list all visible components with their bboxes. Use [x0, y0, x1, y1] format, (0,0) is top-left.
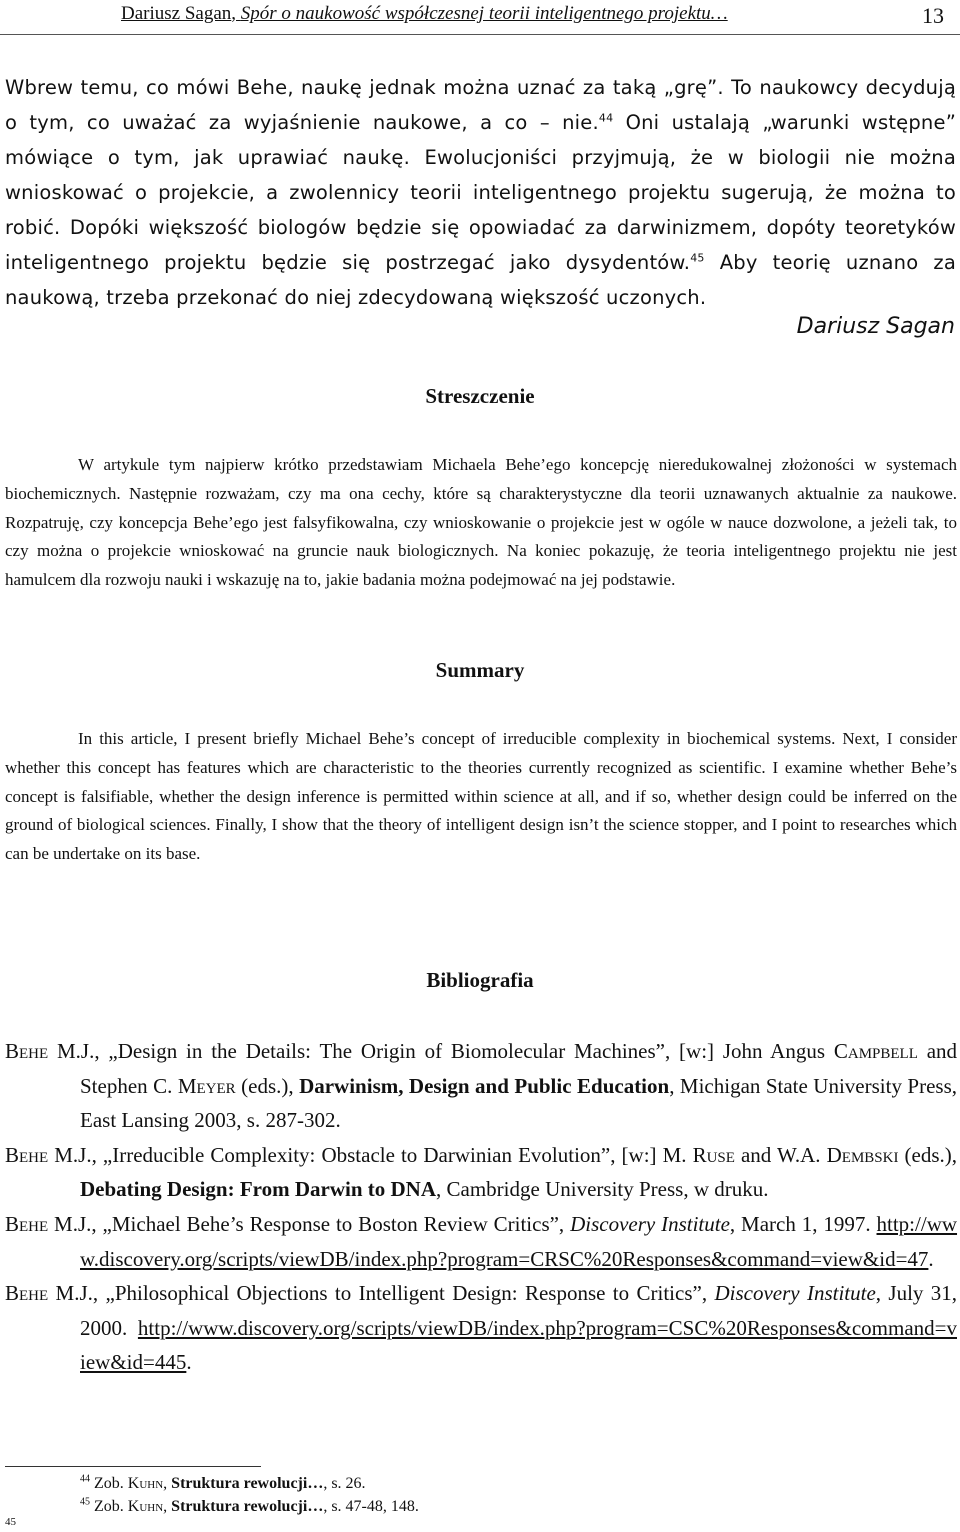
- bib-source: Discovery Institute: [714, 1281, 876, 1306]
- page-number: 13: [922, 3, 944, 28]
- bibliography-entry: Behe M.J., „Design in the Details: The Origin of Biomolecular Machines”, [w:] John Angus Campbell and Stephen C. Meyer (eds.), Darwinism, Design and Public Education, Michigan State University Press, East Lansing 2003, s. 287-302.: [5, 1039, 958, 1133]
- bibliography-heading: Bibliografia: [426, 968, 534, 992]
- summary-en-heading: Summary: [435, 658, 525, 682]
- running-header-title: Dariusz Sagan, Spór o naukowość współczesnej teorii inteligentnego projektu…: [121, 3, 728, 24]
- bib-text: .: [186, 1350, 192, 1375]
- bib-editor: Dembski: [826, 1142, 899, 1167]
- footnote-text: Zob.: [94, 1498, 128, 1515]
- bib-editor: Ruse: [692, 1142, 735, 1167]
- footnotes: [80, 1472, 419, 1518]
- bib-author: Behe M.J.: [5, 1281, 93, 1306]
- bib-text: and Stephen C.: [80, 1039, 958, 1098]
- footnote-work: Struktura rewolucji…: [171, 1498, 324, 1515]
- header-author: Dariusz Sagan: [121, 3, 232, 24]
- bib-book-title: Darwinism, Design and Public Education: [299, 1073, 670, 1098]
- summary-en-text: In this article, I present briefly Michael Behe’s concept of irreducible complexity in biochemical systems. Next, I consider whether this concept has features which are characteristic to the theories currently recognized as scientific. I examine whether Behe’s concept is falsifiable, whether the design inference is permitted within science at all, and if so, whether design could be inferred on the ground of biological sciences. Finally, I show that the theory of intelligent design isn’t the science stopper, and I point to researches which can be undertake on its base.: [5, 729, 957, 864]
- header-article-title: Spór o naukowość współczesnej teorii inteligentnego projektu…: [240, 3, 728, 24]
- footnote-ref-45[interactable]: 45: [690, 251, 705, 265]
- footnote-text: Zob.: [94, 1475, 128, 1492]
- summary-en: [5, 725, 957, 869]
- footnote-pages: , s. 26.: [323, 1475, 366, 1492]
- footnote-44: [80, 1472, 419, 1495]
- body-text-segment: Aby teorię uznano za naukową, trzeba przekonać do niej zdecydowaną większość uczonych.: [5, 251, 956, 309]
- bib-title: „Michael Behe’s Response to Boston Review Critics”,: [102, 1211, 571, 1236]
- bibliography-entry: Behe M.J., „Philosophical Objections to Intelligent Design: Response to Critics”, Discovery Institute, July 31, 2000. http://www.discovery.org/scripts/viewDB/index.php?program=CSC%20Responses&command=view&id=445.: [5, 1281, 958, 1375]
- bib-text: , Cambridge University Press, w druku.: [436, 1177, 769, 1202]
- bib-title: „Philosophical Objections to Intelligent Design: Response to Critics”,: [105, 1281, 715, 1306]
- bib-title: „Design in the Details: The Origin of Biomolecular Machines”, [w:] John Angus: [108, 1039, 834, 1063]
- footnote-ref-44[interactable]: 44: [598, 111, 614, 125]
- bib-url-link[interactable]: http://www.discovery.org/scripts/viewDB/index.php?program=CRSC%20Responses&command=view&id=47: [80, 1211, 958, 1271]
- footnote-separator: [5, 1466, 261, 1467]
- bibliography-list: [5, 1034, 957, 1380]
- bib-author: Behe M.J.: [5, 1039, 95, 1063]
- bib-author: Behe M.J.: [5, 1211, 92, 1236]
- bib-text: and W.A.: [734, 1142, 827, 1167]
- bib-url-link[interactable]: http://www.discovery.org/scripts/viewDB/index.php?program=CSC%20Responses&command=view&id=445: [80, 1315, 957, 1375]
- bib-editor: Campbell: [833, 1039, 918, 1063]
- body-text-segment: Oni ustalają „warunki wstępne” mówiące o tym, jak uprawiać naukę. Ewolucjoniści przyjmują, że w biologii nie można wnioskować o projekcie, a zwolennicy teorii inteligentnego projektu sugerują, że można to robić. Dopóki większość biologów będzie się opowiadać za darwinizmem, dopóty teoretyków inteligentnego projektu będzie się postrzegać jako dysydentów.: [5, 111, 956, 274]
- bibliography-entry: Behe M.J., „Michael Behe’s Response to Boston Review Critics”, Discovery Institute, March 1, 1997. http://www.discovery.org/scripts/viewDB/index.php?program=CRSC%20Responses&command=view&id=47.: [5, 1211, 958, 1271]
- summary-pl: [5, 451, 957, 595]
- footnote-number: 44: [80, 1473, 90, 1485]
- stray-footnote-mark: 45: [5, 1516, 16, 1528]
- bib-editor: Meyer: [177, 1073, 236, 1098]
- footnote-number: 45: [80, 1496, 90, 1508]
- bib-author: Behe M.J.: [5, 1142, 92, 1167]
- footnote-45: [80, 1495, 419, 1518]
- footnote-pages: , s. 47-48, 148.: [323, 1498, 419, 1515]
- bib-text: (eds.),: [898, 1142, 957, 1167]
- footnote-text: ,: [163, 1498, 172, 1515]
- summary-pl-heading: Streszczenie: [425, 384, 535, 408]
- bib-title: „Irreducible Complexity: Obstacle to Darwinian Evolution”, [w:] M.: [102, 1142, 693, 1167]
- bib-text: .: [928, 1246, 934, 1271]
- bib-source: Discovery Institute: [570, 1211, 730, 1236]
- bib-text: (eds.),: [235, 1073, 300, 1098]
- bib-text: , Michigan State University Press, East Lansing 2003, s. 287-302.: [80, 1073, 957, 1133]
- header-rule: [0, 34, 960, 35]
- bib-book-title: Debating Design: From Darwin to DNA: [80, 1177, 437, 1202]
- bibliography-entry: Behe M.J., „Irreducible Complexity: Obstacle to Darwinian Evolution”, [w:] M. Ruse and W.A. Dembski (eds.), Debating Design: From Darwin to DNA, Cambridge University Press, w druku.: [5, 1142, 957, 1202]
- running-header: [0, 0, 960, 44]
- body-text-segment: Wbrew temu, co mówi Behe, naukę jednak można uznać za taką „grę”. To naukowcy decydują o tym, co uważać za wyjaśnienie naukowe, a co – nie.: [5, 76, 956, 134]
- main-paragraph: [5, 70, 956, 315]
- footnote-work: Struktura rewolucji…: [171, 1475, 324, 1492]
- bib-date: , July 31, 2000.: [80, 1281, 958, 1340]
- footnote-author: Kuhn: [127, 1475, 164, 1492]
- summary-pl-text: W artykule tym najpierw krótko przedstawiam Michaela Behe’ego koncepcję nieredukowalnej złożoności w systemach biochemicznych. Następnie rozważam, czy ma ona cechy, które są charakterystyczne dla teorii uznawanych aktualnie za naukowe. Rozpatruję, czy koncepcja Behe’ego jest falsyfikowalna, czy wnioskowanie o projekcie jest w ogóle w nauce dozwolone, a jeżeli tak, to czy można o projekcie wnioskować na gruncie nauk biologicznych. Na koniec pokazuję, że teoria inteligentnego projektu nie jest hamulcem dla rozwoju nauki i wskazuję na to, jakie badania można podejmować na jej podstawie.: [5, 455, 957, 590]
- footnote-text: ,: [163, 1475, 172, 1492]
- footnote-author: Kuhn: [127, 1498, 164, 1515]
- bib-date: , March 1, 1997.: [729, 1211, 877, 1236]
- author-signature: Dariusz Sagan: [796, 314, 955, 339]
